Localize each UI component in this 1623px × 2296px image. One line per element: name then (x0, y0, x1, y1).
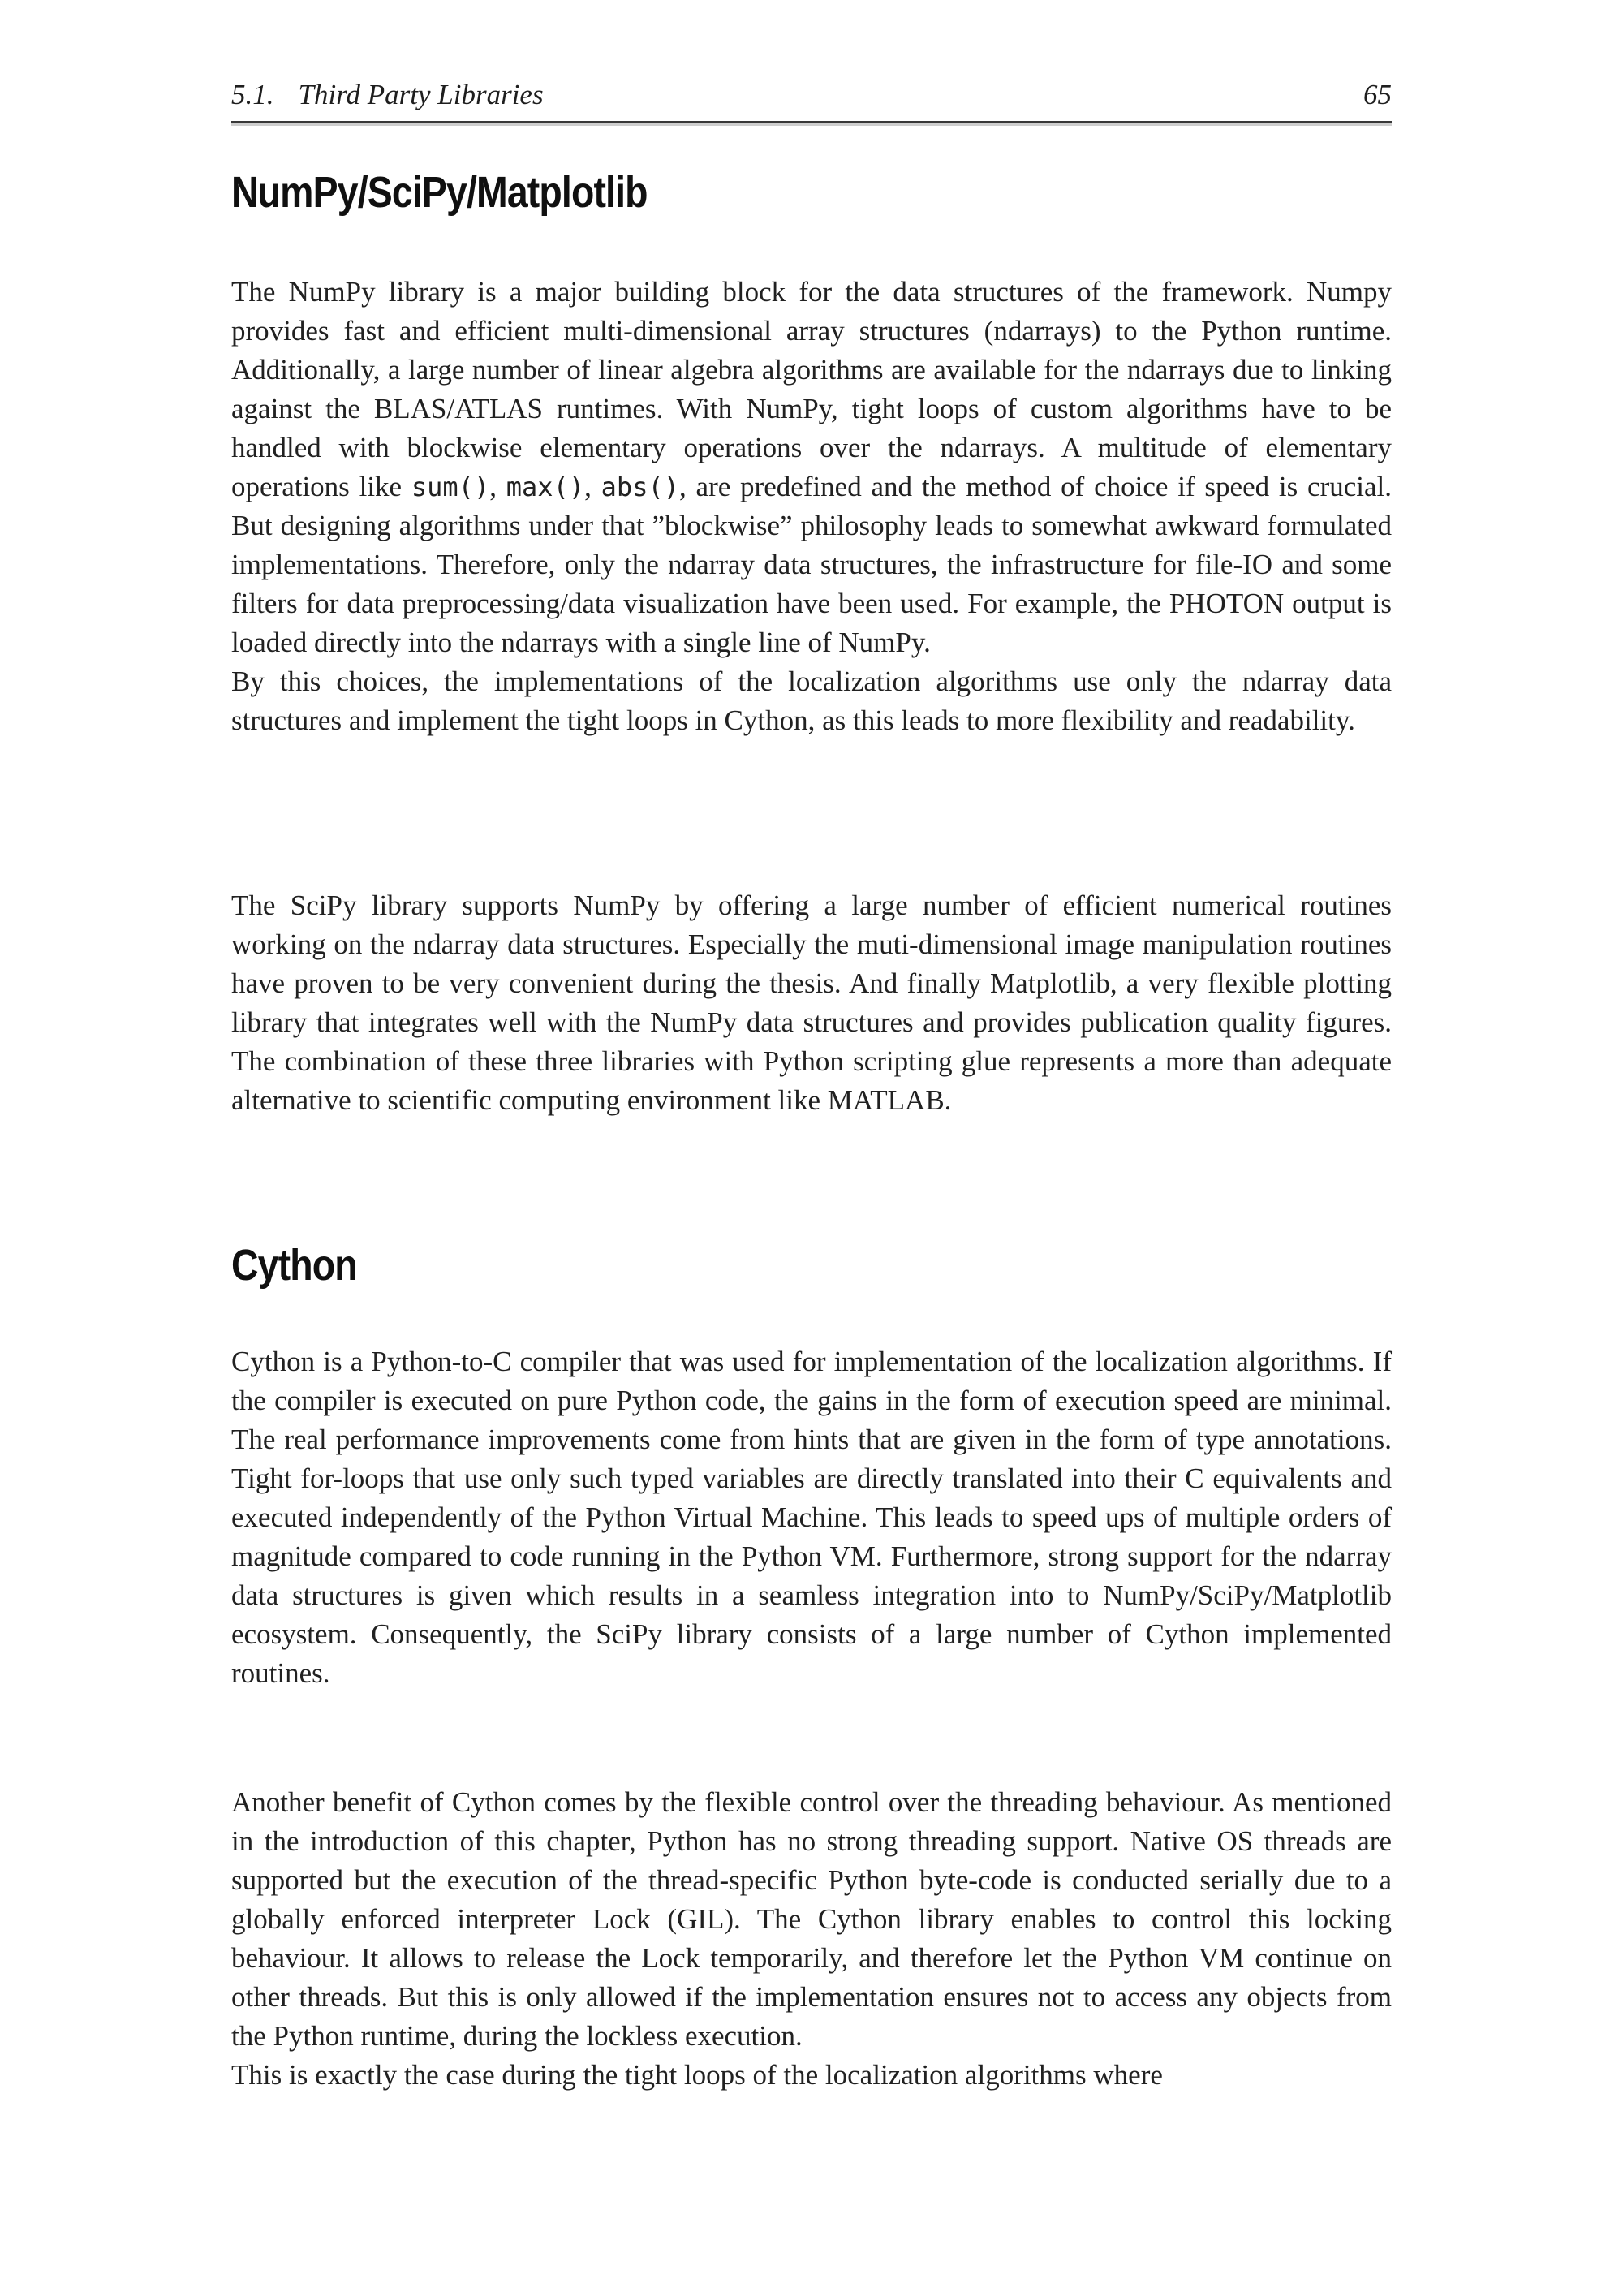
paragraph-numpy-2 (231, 886, 1392, 1120)
inline-code: max() (506, 472, 585, 502)
text-run: By this choices, the implementations of the localization algorithms use only the ndarray data structures and implement the tight loops in Cython, as this leads to more flexibility and readability. (231, 666, 1392, 736)
header-rule (231, 121, 1392, 123)
text-run: , (489, 471, 506, 502)
section-number: 5.1. (231, 79, 274, 110)
paragraph-numpy-1 (231, 273, 1392, 740)
heading-numpy-scipy-matplotlib: NumPy/SciPy/Matplotlib (231, 168, 648, 217)
running-header (231, 80, 1392, 109)
text-run: , (584, 471, 601, 502)
text-run: The NumPy library is a major building block for the data structures of the framework. Numpy provides fast and efficient multi-dimensional array structures (ndarrays) to the Python runtime. Additionally, a large number of linear algebra algorithms are available for the ndarrays due to linking against the BLAS/ATLAS runtimes. With NumPy, tight loops of custom algorithms have to be handled with blockwise elementary operations over the ndarrays. A multitude of elementary operations like (231, 276, 1392, 502)
heading-cython: Cython (231, 1241, 357, 1290)
inline-code: abs() (601, 472, 679, 502)
inline-code: sum() (411, 472, 490, 502)
text-run: , are predefined and the method of choice if speed is crucial. But designing algorithms under that ”blockwise” philosophy leads to somewhat awkward formulated implementations. Therefore, only the ndarray data structures, the infrastructure for file-IO and some filters for data preprocessing/data visualization have been used. For example, the PHOTON output is loaded directly into the ndarrays with a single line of NumPy. (231, 471, 1393, 658)
text-run: The SciPy library supports NumPy by offering a large number of efficient numerical routines working on the ndarray data structures. Especially the muti-dimensional image manipulation routines have proven to be very convenient during the thesis. And finally Matplotlib, a very flexible plotting library that integrates well with the NumPy data structures and provides publication quality figures. The combination of these three libraries with Python scripting glue represents a more than adequate alternative to scientific computing environment like MATLAB. (231, 890, 1392, 1116)
section-title: Third Party Libraries (298, 79, 544, 110)
paragraph-cython-2 (231, 1783, 1392, 2095)
text-run: This is exactly the case during the tight loops of the localization algorithms where (231, 2059, 1163, 2091)
page-number: 65 (1363, 79, 1392, 110)
header-section-title (231, 80, 544, 109)
paragraph-cython-1 (231, 1342, 1392, 1693)
text-run: Another benefit of Cython comes by the flexible control over the threading behaviour. As mentioned in the introduction of this chapter, Python has no strong threading support. Native OS threads are supported but the execution of the thread-specific Python byte-code is conducted serially due to a globally enforced interpreter Lock (GIL). The Cython library enables to control this locking behaviour. It allows to release the Lock temporarily, and therefore let the Python VM continue on other threads. But this is only allowed if the implementation ensures not to access any objects from the Python runtime, during the lockless execution. (231, 1786, 1392, 2052)
text-run: Cython is a Python-to-C compiler that was used for implementation of the localization algorithms. If the compiler is executed on pure Python code, the gains in the form of execution speed are minimal. The real performance improvements come from hints that are given in the form of type annotations. Tight for-loops that use only such typed variables are directly translated into their C equivalents and executed independently of the Python Virtual Machine. This leads to speed ups of multiple orders of magnitude compared to code running in the Python VM. Furthermore, strong support for the ndarray data structures is given which results in a seamless integration into to NumPy/SciPy/Matplotlib ecosystem. Consequently, the SciPy library consists of a large number of Cython implemented routines. (231, 1346, 1392, 1689)
